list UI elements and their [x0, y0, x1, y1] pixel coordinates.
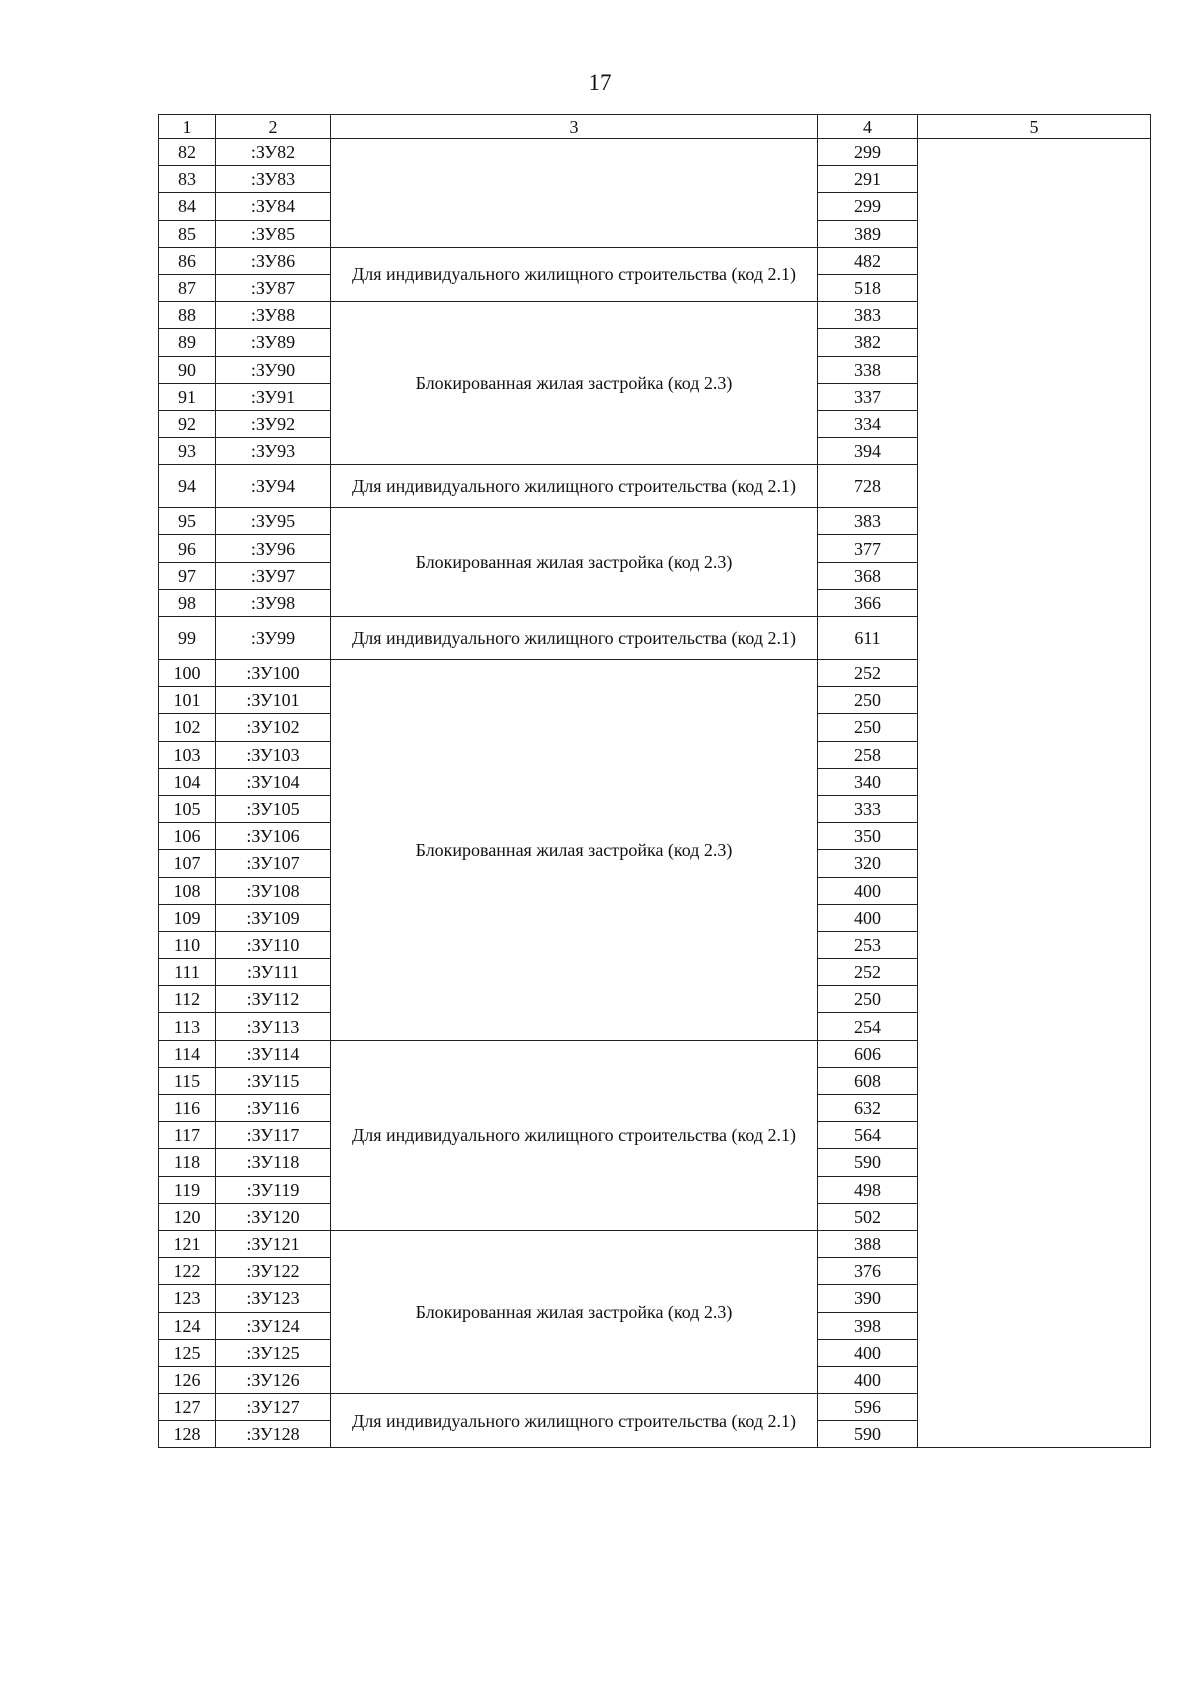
plot-area: 340: [818, 768, 918, 795]
plot-area: 252: [818, 959, 918, 986]
plot-designation: :ЗУ104: [216, 768, 331, 795]
plot-area: 368: [818, 562, 918, 589]
plot-area: 252: [818, 660, 918, 687]
permitted-use: Для индивидуального жилищного строительства (код 2.1): [331, 1040, 818, 1230]
row-number: 84: [159, 193, 216, 220]
row-number: 100: [159, 660, 216, 687]
permitted-use: Для индивидуального жилищного строительства (код 2.1): [331, 617, 818, 660]
plot-designation: :ЗУ85: [216, 220, 331, 247]
row-number: 95: [159, 508, 216, 535]
row-number: 102: [159, 714, 216, 741]
table-row: [159, 139, 1151, 166]
notes-cell: [918, 139, 1151, 1448]
row-number: 117: [159, 1122, 216, 1149]
plot-area: 400: [818, 904, 918, 931]
plot-designation: :ЗУ115: [216, 1067, 331, 1094]
plot-designation: :ЗУ89: [216, 329, 331, 356]
plot-designation: :ЗУ103: [216, 741, 331, 768]
plot-designation: :ЗУ118: [216, 1149, 331, 1176]
plot-designation: :ЗУ83: [216, 166, 331, 193]
row-number: 121: [159, 1230, 216, 1257]
plot-designation: :ЗУ116: [216, 1095, 331, 1122]
plot-area: 376: [818, 1258, 918, 1285]
plot-area: 400: [818, 1339, 918, 1366]
column-header-4: 4: [818, 115, 918, 139]
row-number: 113: [159, 1013, 216, 1040]
plot-area: 398: [818, 1312, 918, 1339]
row-number: 92: [159, 410, 216, 437]
plot-area: 390: [818, 1285, 918, 1312]
plot-area: 606: [818, 1040, 918, 1067]
plot-designation: :ЗУ97: [216, 562, 331, 589]
plot-designation: :ЗУ86: [216, 247, 331, 274]
plot-designation: :ЗУ123: [216, 1285, 331, 1312]
plot-area: 250: [818, 986, 918, 1013]
row-number: 108: [159, 877, 216, 904]
plot-area: 482: [818, 247, 918, 274]
plot-designation: :ЗУ113: [216, 1013, 331, 1040]
plot-designation: :ЗУ127: [216, 1394, 331, 1421]
row-number: 116: [159, 1095, 216, 1122]
plot-designation: :ЗУ84: [216, 193, 331, 220]
column-header-1: 1: [159, 115, 216, 139]
plot-designation: :ЗУ87: [216, 274, 331, 301]
row-number: 96: [159, 535, 216, 562]
permitted-use: Для индивидуального жилищного строительства (код 2.1): [331, 465, 818, 508]
plot-area: 388: [818, 1230, 918, 1257]
plot-area: 366: [818, 589, 918, 616]
plot-designation: :ЗУ110: [216, 931, 331, 958]
plot-area: 250: [818, 714, 918, 741]
plot-area: 254: [818, 1013, 918, 1040]
row-number: 87: [159, 274, 216, 301]
row-number: 103: [159, 741, 216, 768]
plot-area: 382: [818, 329, 918, 356]
plot-area: 498: [818, 1176, 918, 1203]
plot-designation: :ЗУ106: [216, 823, 331, 850]
plot-area: 389: [818, 220, 918, 247]
row-number: 90: [159, 356, 216, 383]
column-header-2: 2: [216, 115, 331, 139]
plot-area: 383: [818, 508, 918, 535]
plot-designation: :ЗУ92: [216, 410, 331, 437]
plot-area: 320: [818, 850, 918, 877]
plot-area: 611: [818, 617, 918, 660]
row-number: 118: [159, 1149, 216, 1176]
plot-designation: :ЗУ91: [216, 383, 331, 410]
row-number: 85: [159, 220, 216, 247]
permitted-use: Для индивидуального жилищного строительства (код 2.1): [331, 1394, 818, 1448]
plot-designation: :ЗУ121: [216, 1230, 331, 1257]
plot-area: 291: [818, 166, 918, 193]
plot-area: 383: [818, 302, 918, 329]
plot-area: 728: [818, 465, 918, 508]
row-number: 86: [159, 247, 216, 274]
row-number: 82: [159, 139, 216, 166]
plot-designation: :ЗУ100: [216, 660, 331, 687]
row-number: 126: [159, 1366, 216, 1393]
row-number: 109: [159, 904, 216, 931]
row-number: 110: [159, 931, 216, 958]
plot-designation: :ЗУ117: [216, 1122, 331, 1149]
plot-area: 299: [818, 193, 918, 220]
land-plots-table: [158, 114, 1151, 1448]
plot-designation: :ЗУ94: [216, 465, 331, 508]
plot-area: 258: [818, 741, 918, 768]
row-number: 83: [159, 166, 216, 193]
plot-designation: :ЗУ98: [216, 589, 331, 616]
column-header-5: 5: [918, 115, 1151, 139]
table-body: [159, 139, 1151, 1448]
row-number: 98: [159, 589, 216, 616]
table-header-row: [159, 115, 1151, 139]
row-number: 114: [159, 1040, 216, 1067]
permitted-use: Блокированная жилая застройка (код 2.3): [331, 1230, 818, 1393]
row-number: 115: [159, 1067, 216, 1094]
plot-designation: :ЗУ109: [216, 904, 331, 931]
row-number: 106: [159, 823, 216, 850]
plot-area: 632: [818, 1095, 918, 1122]
row-number: 89: [159, 329, 216, 356]
row-number: 104: [159, 768, 216, 795]
row-number: 91: [159, 383, 216, 410]
row-number: 88: [159, 302, 216, 329]
row-number: 97: [159, 562, 216, 589]
plot-area: 253: [818, 931, 918, 958]
row-number: 120: [159, 1203, 216, 1230]
permitted-use: Блокированная жилая застройка (код 2.3): [331, 660, 818, 1041]
row-number: 99: [159, 617, 216, 660]
plot-designation: :ЗУ108: [216, 877, 331, 904]
plot-designation: :ЗУ93: [216, 438, 331, 465]
permitted-use: Блокированная жилая застройка (код 2.3): [331, 302, 818, 465]
plot-area: 400: [818, 877, 918, 904]
plot-designation: :ЗУ119: [216, 1176, 331, 1203]
plot-area: 377: [818, 535, 918, 562]
plot-area: 337: [818, 383, 918, 410]
plot-designation: :ЗУ125: [216, 1339, 331, 1366]
plot-area: 400: [818, 1366, 918, 1393]
row-number: 107: [159, 850, 216, 877]
row-number: 101: [159, 687, 216, 714]
permitted-use: Для индивидуального жилищного строительства (код 2.1): [331, 247, 818, 301]
row-number: 94: [159, 465, 216, 508]
row-number: 112: [159, 986, 216, 1013]
plot-designation: :ЗУ95: [216, 508, 331, 535]
plot-area: 334: [818, 410, 918, 437]
plot-designation: :ЗУ105: [216, 795, 331, 822]
plot-area: 502: [818, 1203, 918, 1230]
plot-area: 350: [818, 823, 918, 850]
page-number: 17: [588, 70, 612, 95]
plot-area: 299: [818, 139, 918, 166]
row-number: 127: [159, 1394, 216, 1421]
plot-designation: :ЗУ111: [216, 959, 331, 986]
plot-area: 590: [818, 1421, 918, 1448]
plot-designation: :ЗУ99: [216, 617, 331, 660]
plot-designation: :ЗУ120: [216, 1203, 331, 1230]
row-number: 119: [159, 1176, 216, 1203]
plot-area: 333: [818, 795, 918, 822]
row-number: 125: [159, 1339, 216, 1366]
plot-designation: :ЗУ128: [216, 1421, 331, 1448]
plot-designation: :ЗУ88: [216, 302, 331, 329]
plot-designation: :ЗУ90: [216, 356, 331, 383]
plot-designation: :ЗУ107: [216, 850, 331, 877]
plot-designation: :ЗУ126: [216, 1366, 331, 1393]
plot-area: 518: [818, 274, 918, 301]
row-number: 122: [159, 1258, 216, 1285]
plot-designation: :ЗУ122: [216, 1258, 331, 1285]
plot-area: 596: [818, 1394, 918, 1421]
plot-area: 608: [818, 1067, 918, 1094]
plot-area: 564: [818, 1122, 918, 1149]
row-number: 128: [159, 1421, 216, 1448]
plot-area: 394: [818, 438, 918, 465]
row-number: 124: [159, 1312, 216, 1339]
row-number: 111: [159, 959, 216, 986]
plot-designation: :ЗУ82: [216, 139, 331, 166]
plot-area: 338: [818, 356, 918, 383]
plot-designation: :ЗУ124: [216, 1312, 331, 1339]
plot-designation: :ЗУ114: [216, 1040, 331, 1067]
plot-area: 590: [818, 1149, 918, 1176]
row-number: 123: [159, 1285, 216, 1312]
permitted-use: Блокированная жилая застройка (код 2.3): [331, 508, 818, 617]
plot-designation: :ЗУ112: [216, 986, 331, 1013]
plot-designation: :ЗУ96: [216, 535, 331, 562]
plot-area: 250: [818, 687, 918, 714]
column-header-3: 3: [331, 115, 818, 139]
plot-designation: :ЗУ102: [216, 714, 331, 741]
row-number: 105: [159, 795, 216, 822]
permitted-use: [331, 139, 818, 248]
row-number: 93: [159, 438, 216, 465]
plot-designation: :ЗУ101: [216, 687, 331, 714]
